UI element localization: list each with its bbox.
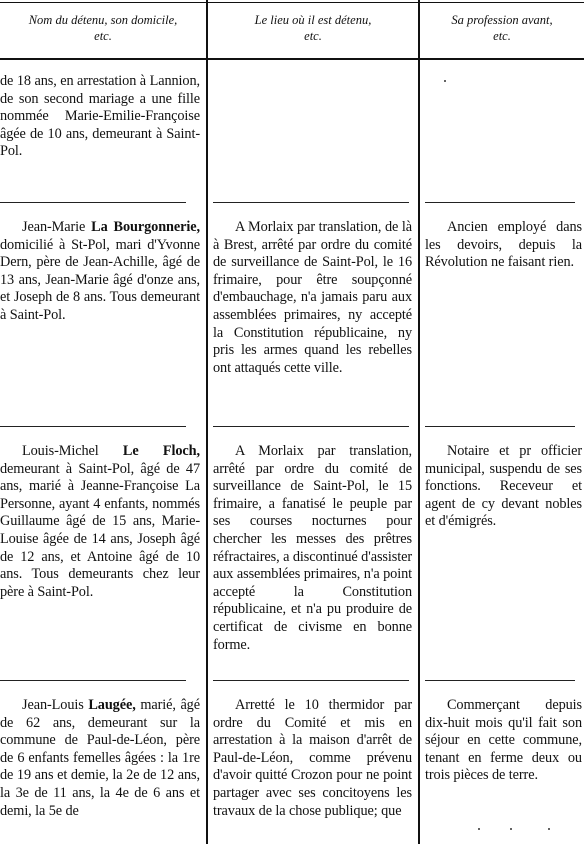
- header-detainee-name-line2: etc.: [94, 29, 112, 43]
- speck: [548, 828, 550, 830]
- row-2-detainee: [0, 443, 200, 601]
- row-separator: [425, 680, 575, 681]
- column-divider-2: [418, 0, 420, 844]
- row-1-surname: La Bourgonnerie,: [91, 219, 200, 235]
- header-profession: [420, 12, 584, 44]
- row-2-surname: Le Floch,: [122, 443, 200, 459]
- row-3-detainee: [0, 697, 200, 820]
- row-1-detainee: [0, 219, 200, 325]
- speck: [510, 828, 512, 830]
- row-3-detention: Arretté le 10 thermidor par ordre du Comité et mis en arrestation à la maison d'arrêt de Paul-de-Léon, comme prévenu d'avoir quitté Crozon pour ne point partager avec ses concitoyens les travaux de la chose publique; que: [213, 697, 412, 819]
- header-detainee-name-line1: Nom du détenu, son domicile,: [28, 13, 178, 27]
- row-separator: [425, 426, 575, 427]
- header-detention-place: [208, 12, 418, 44]
- header-detainee-name: [0, 12, 206, 44]
- row-2-profession: Notaire et pr officier municipal, suspendu de ses fonctions. Receveur et agent de cy devant nobles et d'émigrés.: [425, 443, 582, 530]
- row-1-details: domicilié à St-Pol, mari d'Yvonne Dern, père de Jean-Achille, âgé de 13 ans, Jean-Marie âgé d'onze ans, et Joseph de 8 ans. Tous demeurant à Saint-Pol.: [0, 236, 200, 323]
- top-rule: [0, 2, 584, 3]
- row-3-surname: Laugée,: [88, 697, 136, 713]
- row-separator: [213, 426, 409, 427]
- row-0-detainee: de 18 ans, en arrestation à Lannion, de son second mariage a une fille nommée Marie-Emilie-Françoise âgée de 10 ans, demeurant à Saint-Pol.: [0, 73, 200, 160]
- column-divider-1: [206, 0, 208, 844]
- row-separator: [0, 426, 186, 427]
- row-separator: [425, 202, 575, 203]
- row-1-profession: Ancien employé dans les devoirs, depuis la Révolution ne faisant rien.: [425, 219, 582, 271]
- row-separator: [213, 202, 409, 203]
- header-profession-line2: etc.: [493, 29, 511, 43]
- row-separator: [0, 680, 186, 681]
- row-2-detention: A Morlaix par translation, arrêté par ordre du comité de surveillance de Saint-Pol, le 15 frimaire, a fanatisé le peuple par ses courses nocturnes pour chercher les messes des prêtres réfractaires, a discontinué d'assister aux assemblées primaires, n'a point accepté la Constitution républicaine, et n'a pu produire de certificat de civisme en bonne forme.: [213, 443, 412, 653]
- row-separator: [213, 680, 409, 681]
- speck: [444, 80, 446, 82]
- header-detention-place-line1: Le lieu où il est détenu,: [254, 13, 372, 27]
- row-1-name-pre: Jean-Marie: [22, 219, 92, 235]
- speck: [478, 828, 480, 830]
- row-1-detention: A Morlaix par translation, de là à Brest, arrêté par ordre du comité de surveillance de Saint-Pol, le 16 frimaire, pour être soupçonné d'embauchage, n'a jamais paru aux assemblées primaires, ny accepté la Constitution républicaine, ny pris les armes quand les rebelles ont attaqués cette ville.: [213, 219, 412, 376]
- row-3-name-pre: Jean-Louis: [22, 697, 89, 713]
- header-rule: [0, 58, 584, 60]
- row-2-details: demeurant à Saint-Pol, âgé de 47 ans, marié à Jeanne-Françoise La Personne, ayant 4 enfants, nommés Guillaume âgé de 15 ans, Marie-Louise âgée de 14 ans, Joseph âgé de 12 ans, et Antoine âgé de 10 ans. Tous demeurants chez leur père à Saint-Pol.: [0, 460, 200, 600]
- header-detention-place-line2: etc.: [304, 29, 322, 43]
- row-3-profession: Commerçant depuis dix-huit mois qu'il fait son séjour en cette commune, tenant en ferme deux ou trois pièces de terre.: [425, 697, 582, 784]
- row-2-name-pre: Louis-Michel: [22, 443, 123, 459]
- row-separator: [0, 202, 186, 203]
- header-profession-line1: Sa profession avant,: [451, 13, 553, 27]
- row-3-details: marié, âgé de 62 ans, demeurant sur la commune de Paul-de-Léon, père de 6 enfants femelles âgées : la 1re de 19 ans et demie, la 2e de 12 ans, la 3e de 11 ans, la 4e de 6 ans et demi, la 5e de: [0, 697, 200, 819]
